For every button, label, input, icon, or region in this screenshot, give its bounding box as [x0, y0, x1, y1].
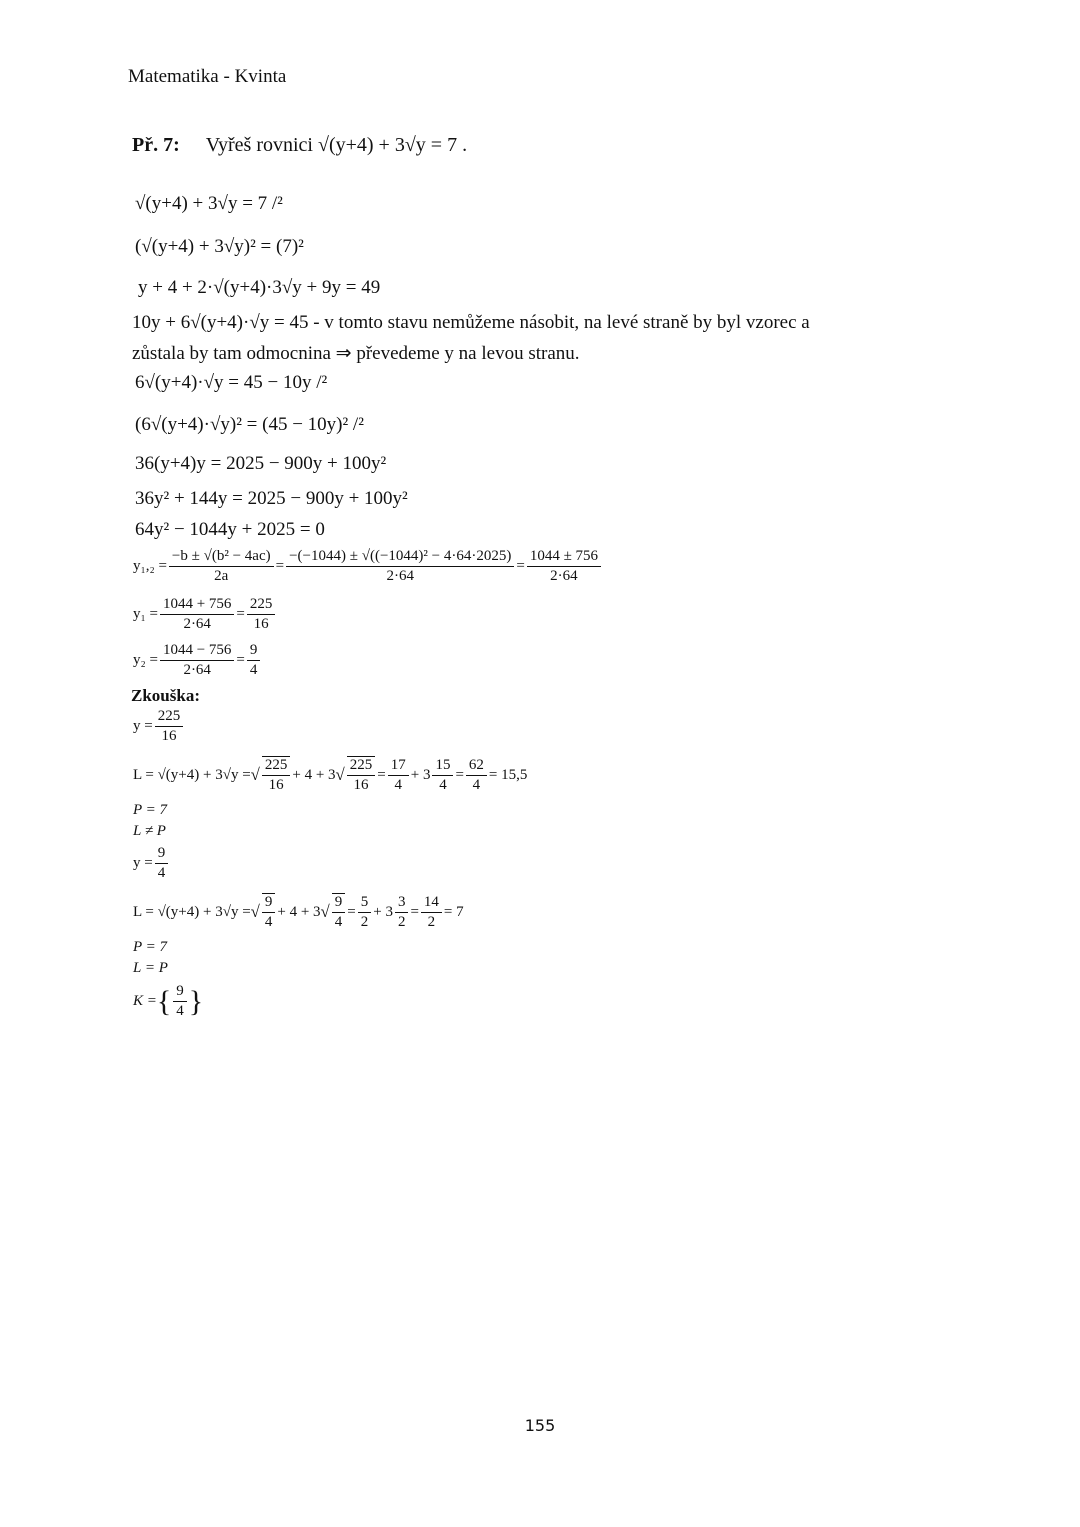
y2-result [247, 642, 261, 679]
check-b-c3-den: 2 [427, 913, 436, 930]
check-b-L-start: L = √(y+4) + 3√y = [133, 903, 251, 920]
y1-rnum: 225 [247, 596, 276, 615]
check-b-y-num: 9 [155, 845, 169, 864]
check-a-relation: L ≠ P [133, 823, 166, 839]
y2-rnum: 9 [247, 642, 261, 661]
y2-num: 1044 − 756 [160, 642, 234, 661]
root-y2: y₂ = $\frac{1044 - 756}{2\cdot 64}$ = $\frac{9}{4}$ [133, 642, 262, 679]
check-b-plus4: + 4 + 3 [277, 903, 321, 920]
example-label: Př. 7: [132, 134, 180, 156]
step-4-text: - v tomto stavu nemůžeme násobit, na levé straně by byl vzorec a [308, 312, 810, 333]
check-a-r1-den: 16 [268, 777, 284, 793]
check-a-L-start: L = √(y+4) + 3√y = [133, 766, 251, 783]
step-4 [132, 312, 810, 334]
check-a-c2-den: 4 [439, 776, 447, 793]
check-b-c3 [421, 894, 442, 931]
y2-den: 2·64 [183, 662, 211, 678]
check-a-c2-num: 15 [432, 757, 453, 776]
check-b-r1 [262, 893, 276, 931]
y1-result [247, 596, 276, 633]
y1-lhs: y₁ = [133, 606, 158, 622]
example-heading [132, 134, 467, 157]
quad-fraction-3 [527, 548, 601, 585]
y2-rden: 4 [249, 662, 258, 678]
solution-set: K = { $\frac{9}{4}$ } [133, 983, 204, 1019]
check-b-relation: L = P [133, 960, 168, 976]
step-3: y + 4 + 2·√(y+4)·3√y + 9y = 49 [138, 277, 381, 298]
check-b-r2-den: 4 [334, 914, 343, 930]
page-header: Matematika - Kvinta [128, 66, 287, 87]
quad-f1-den: 2a [214, 568, 229, 584]
check-a-y-den: 16 [161, 728, 177, 744]
quad-f2-den: 2·64 [386, 568, 414, 584]
check-b-c1-den: 2 [360, 913, 369, 930]
check-b-c2-num: 3 [395, 894, 409, 913]
quad-f1-num: −b ± √(b² − 4ac) [169, 548, 274, 567]
check-title: Zkouška: [131, 686, 200, 705]
check-b-c1 [358, 894, 372, 931]
root-y1: y₁ = $\frac{1044 + 756}{2\cdot 64}$ = $\frac{225}{16}$ [133, 596, 277, 633]
step-7: 36(y+4)y = 2025 − 900y + 100y² [135, 453, 387, 474]
check-a-c1-den: 4 [394, 776, 402, 793]
check-a-r1 [262, 756, 291, 794]
check-a-c2 [432, 757, 453, 794]
check-b-y-lhs: y = [133, 855, 153, 871]
quad-f3-den: 2·64 [550, 568, 578, 584]
quad-fraction-2 [286, 548, 514, 585]
check-a-r2 [347, 756, 376, 794]
check-a-c3-den: 4 [472, 776, 481, 793]
step-5: 6√(y+4)·√y = 45 − 10y /² [135, 372, 328, 393]
check-b-result: = 7 [443, 903, 464, 920]
step-6: (6√(y+4)·√y)² = (45 − 10y)² /² [135, 414, 364, 435]
check-a-L: L = √(y+4) + 3√y = √ $\frac{225}{16}$ + 4 + 3 √ $\frac{225}{16}$ = $\frac{17}{4}$ + 3 $\frac{15}{4}$ = $\frac{62}{4}$ = 15,5 [133, 756, 528, 793]
check-b-r2-num: 9 [332, 894, 346, 913]
page-number: 155 [524, 1416, 556, 1435]
quad-f2-num: −(−1044) ± √((−1044)² − 4·64·2025) [286, 548, 514, 567]
check-b-plus3: + 3 [373, 903, 393, 920]
check-a-r2-den: 16 [353, 777, 369, 793]
check-a-result: = 15,5 [488, 766, 528, 783]
step-8: 36y² + 144y = 2025 − 900y + 100y² [135, 488, 408, 509]
y1-fraction [160, 596, 234, 633]
solution-set-num: 9 [173, 983, 187, 1002]
check-b-c2 [395, 894, 409, 931]
check-b-r2 [332, 893, 346, 931]
check-b-c2-den: 2 [397, 913, 406, 930]
check-b-y [133, 845, 170, 882]
step-4-text-continued: zůstala by tam odmocnina ⇒ převedeme y na levou stranu. [132, 343, 580, 364]
step-2: (√(y+4) + 3√y)² = (7)² [135, 236, 304, 257]
solution-set-den: 4 [176, 1003, 184, 1019]
solution-set-lhs: K = [133, 993, 157, 1009]
check-b-r1-num: 9 [262, 894, 276, 913]
check-a-y-fraction [155, 708, 184, 745]
check-b-L: L = √(y+4) + 3√y = √ $\frac{9}{4}$ + 4 + 3 √ $\frac{9}{4}$ = $\frac{5}{2}$ + 3 $\frac{3}{2}$ = $\frac{14}{2}$ = 7 [133, 893, 464, 930]
check-a-plus4: + 4 + 3 [292, 766, 336, 783]
check-a-y [133, 708, 185, 745]
step-4-math: 10y + 6√(y+4)·√y = 45 [132, 312, 309, 333]
check-b-c1-num: 5 [358, 894, 372, 913]
check-a-r1-num: 225 [262, 757, 291, 776]
step-1: √(y+4) + 3√y = 7 /² [135, 193, 283, 214]
check-a-y-num: 225 [155, 708, 184, 727]
check-a-plus3: + 3 [410, 766, 431, 783]
check-a-y-lhs: y = [133, 718, 153, 734]
check-b-P: P = 7 [133, 939, 168, 955]
check-a-c1 [388, 757, 409, 794]
check-a-r2-num: 225 [347, 757, 376, 776]
quad-fraction-1 [169, 548, 274, 585]
check-a-P: P = 7 [133, 802, 168, 818]
y2-lhs: y₂ = [133, 652, 158, 668]
check-a-c1-num: 17 [388, 757, 409, 776]
check-b-y-den: 4 [157, 865, 166, 881]
check-b-c3-num: 14 [421, 894, 442, 913]
step-9: 64y² − 1044y + 2025 = 0 [135, 519, 325, 540]
quadratic-formula: y₁,₂ = $\frac{\text{−b ± √(b² − 4ac)}}{2a}$ = $\frac{\text{−(−1044) ± √((−1044)² − 4·64·2025)}}{2\cdot 64}$ = $\frac{1044 \pm 756}{2\cdot 64}$ [133, 548, 603, 585]
check-b-y-fraction [155, 845, 169, 882]
y1-den: 2·64 [183, 616, 211, 632]
check-a-c3-num: 62 [466, 757, 487, 776]
check-a-c3 [466, 757, 487, 794]
quad-f3-num: 1044 ± 756 [527, 548, 601, 567]
example-task: Vyřeš rovnici √(y+4) + 3√y = 7 . [205, 134, 468, 156]
y2-fraction [160, 642, 234, 679]
y1-rden: 16 [253, 616, 269, 632]
y1-num: 1044 + 756 [160, 596, 234, 615]
check-b-r1-den: 4 [264, 914, 273, 930]
solution-set-fraction [173, 983, 187, 1020]
quad-lhs: y₁,₂ = [133, 558, 167, 574]
